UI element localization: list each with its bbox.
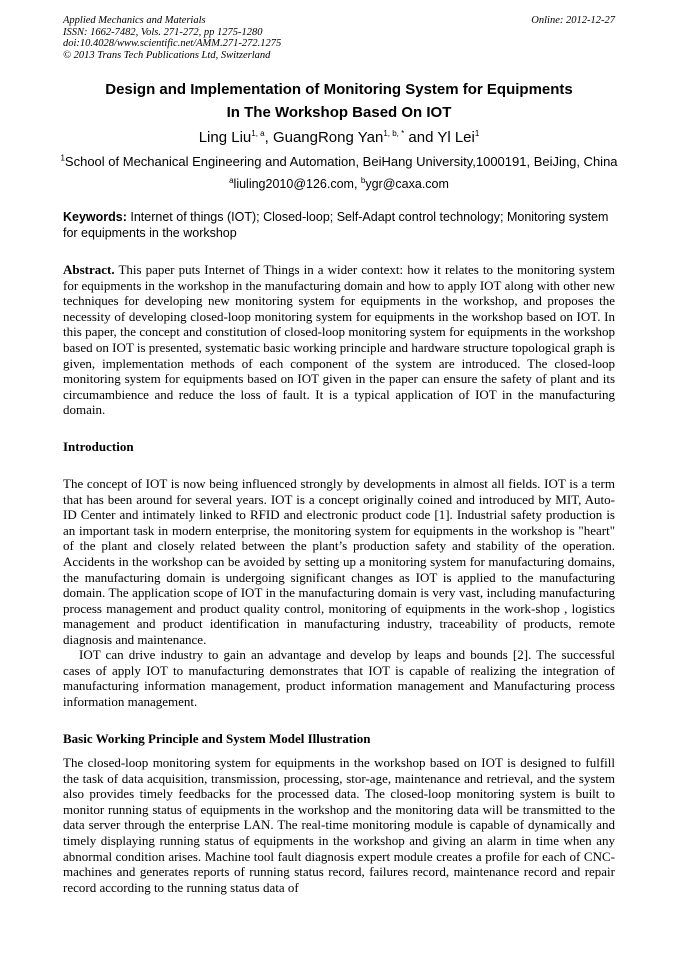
abstract (63, 262, 615, 418)
section-heading-introduction: Introduction (63, 439, 134, 454)
abstract-label: Abstract. (63, 262, 115, 277)
basic-principle-paragraph-1: The closed-loop monitoring system for equipments in the workshop based on IOT is designed to fulfill the task of data acquisition, transmission, processing, stor-age, maintenance and retrieval, and the system also provides timely feedbacks for the processed data. The closed-loop monitoring system is built to monitor running status of equipments in the workshop and the monitoring data will be transmitted to the data server through the enterprise LAN. The real-time monitoring module is capable of dynamically and timely displaying running status of equipments in the workshop and giving an alarm in time when any abnormal condition arises. Machine tool fault diagnosis expert module creates a profile for each of CNC-machines and generates reports of running status record, failures record, maintenance record and repair record according to the running status data of (63, 755, 615, 895)
online-date: Online: 2012-12-27 (531, 15, 615, 26)
copyright-line: © 2013 Trans Tech Publications Ltd, Switzerland (63, 49, 271, 61)
email-mark-b: b (360, 175, 366, 185)
author-separator: and (404, 129, 438, 146)
doi-line: doi:10.4028/www.scientific.net/AMM.271-272.1275 (63, 38, 282, 49)
keywords-text: Internet of things (IOT); Closed-loop; Self-Adapt control technology; Monitoring system for equipments in the workshop (63, 210, 609, 240)
paper-title-line-2: In The Workshop Based On IOT (226, 104, 452, 121)
issn-line: ISSN: 1662-7482, Vols. 271-272, pp 1275-1280 (63, 26, 263, 38)
author-affiliation-mark: 1, a (251, 129, 265, 138)
section-heading-basic-principle: Basic Working Principle and System Model Illustration (63, 731, 371, 746)
email-a: liuling2010@126.com (233, 177, 354, 191)
paper-title-line-1: Design and Implementation of Monitoring System for Equipments (105, 81, 573, 98)
introduction-paragraph-2: IOT can drive industry to gain an advantage and develop by leaps and bounds [2]. The successful cases of apply IOT to manufacturing demonstrates that IOT is capable of realizing the integration of manufacturing information management, product information management and Manufacturing process information management. (63, 647, 615, 709)
author-separator: , (264, 129, 273, 146)
journal-name: Applied Mechanics and Materials (63, 15, 206, 26)
keywords (63, 209, 615, 241)
author-name: GuangRong Yan (272, 129, 384, 146)
author-list (40, 128, 638, 148)
introduction-paragraph-1: The concept of IOT is now being influenced strongly by developments in almost all fields. IOT is a term that has been around for several years. IOT is a concept originally coined and introduced by MIT, Auto-ID Center and intimately linked to RFID and electronic product code [1]. Industrial safety production is an important task in modern enterprise, the monitoring system for equipments in the workshop is "heart" of the plant and closely related between the plant’s production safety and stability of the operation. Accidents in the workshop can be avoided by setting up a monitoring system for manufacturing domains, the manufacturing domain is undergoing significant changes as IOT is applied to the manufacturing domain. The application scope of IOT in the manufacturing domain is very vast, including manufacturing process management and product quality control, monitoring of equipments in the work-shop , logistics management and product identification in manufacturing industry, traceability of products, remote diagnosis and maintenance. (63, 476, 615, 647)
affiliation (40, 153, 638, 171)
journal-header (63, 15, 463, 61)
email-separator: , (353, 177, 361, 191)
author-name: Yl Lei (437, 129, 475, 146)
author-affiliation-mark: 1, b, * (383, 129, 405, 138)
author-affiliation-mark: 1 (474, 129, 480, 138)
abstract-text: This paper puts Internet of Things in a wider context: how it relates to the monitoring system for equipments in the workshop in the manufacturing domain and how to apply IOT along with other new techniques for developing new monitoring system for equipments in the workshop, and proposes the necessity of developing closed-loop monitoring system for equipments in the workshop based on IOT. In this paper, the concept and constitution of closed-loop monitoring system for equipments in the workshop based on IOT is presented, systematic basic working principle and hardware structure topological graph is given, implementation methods of each component of the system are introduced. The closed-loop monitoring system for equipments based on IOT given in the paper can ensure the safety of plant and its circumambience and reduce the loss of fault. It is a typical application of IOT in the manufacturing domain. (63, 262, 615, 418)
author-name: Ling Liu (198, 129, 252, 146)
keywords-label: Keywords: (63, 210, 127, 224)
affiliation-mark: 1 (60, 153, 65, 163)
affiliation-text: School of Mechanical Engineering and Automation, BeiHang University,1000191, BeiJing, China (64, 154, 618, 169)
author-emails (40, 175, 638, 193)
email-b: ygr@caxa.com (365, 177, 449, 191)
email-mark-a: a (229, 175, 234, 185)
